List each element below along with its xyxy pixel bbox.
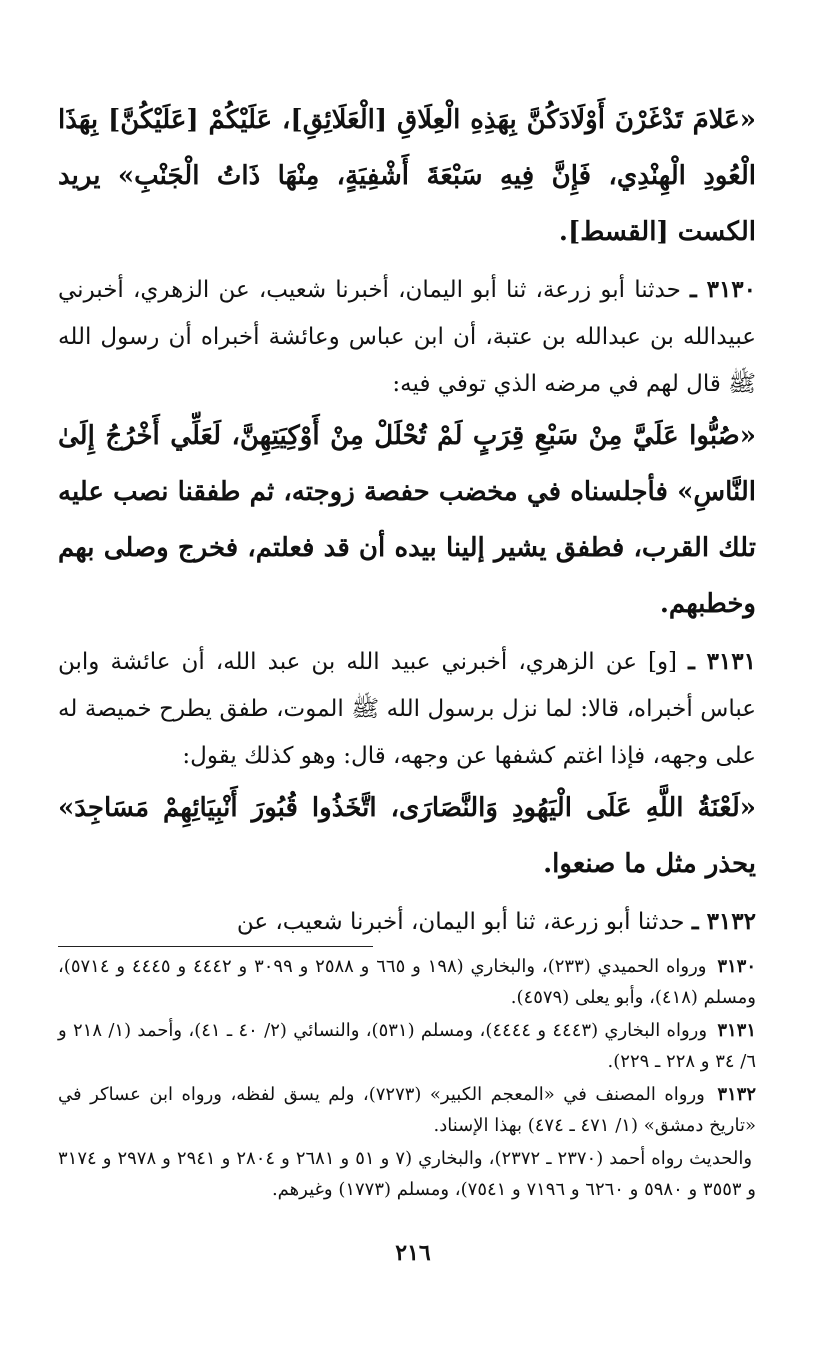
hadith-3130 — [58, 266, 756, 408]
hadith-3130-matn — [58, 408, 756, 632]
page-content — [58, 92, 756, 1207]
footnote-number: ٣١٣٠ — [717, 956, 756, 977]
footnote-text: ورواه البخاري (٤٤٤٣ و ٤٤٤٤)، ومسلم (٥٣١)، والنسائي (٢/ ٤٠ ـ ٤١)، وأحمد (١/ ٢١٨ و ٦/ ٣٤ و ٢٢٨ ـ ٢٢٩). — [58, 1020, 756, 1072]
page-number: ٢١٦ — [395, 1240, 431, 1266]
hadith-3131 — [58, 638, 756, 780]
hadith-continuation — [58, 92, 756, 260]
hadith-3132-isnad: حدثنا أبو زرعة، ثنا أبو اليمان، أخبرنا شعيب، عن — [236, 909, 685, 935]
footnote-text: ورواه المصنف في «المعجم الكبير» (٧٢٧٣)، ولم يسق لفظه، ورواه ابن عساكر في «تاريخ دمشق» (١/ ٤٧١ ـ ٤٧٤) بهذا الإسناد. — [58, 1084, 756, 1136]
footnote-3132-continued — [58, 1143, 756, 1205]
footnote-3132 — [58, 1079, 756, 1141]
footnote-3131 — [58, 1015, 756, 1077]
hadith-3131-isnad: [و] عن الزهري، أخبرني عبيد الله بن عبد الله، أن عائشة وابن عباس أخبراه، قالا: لما نزل برسول الله ﷺ الموت، طفق يطرح خميصة له على وجهه، فإذا اغتم كشفها عن وجهه، قال: وهو كذلك يقول: — [58, 649, 756, 769]
hadith-number-3131: ٣١٣١ ـ — [688, 648, 756, 675]
footnote-number: ٣١٣٢ — [717, 1084, 757, 1105]
hadith-continuation-text: «عَلامَ تَدْغَرْنَ أَوْلَادَكُنَّ بِهَذِهِ الْعِلَاقِ [الْعَلَائِقِ]، عَلَيْكُمْ [عَلَيْكُنَّ] بِهَذَا الْعُودِ الْهِنْدِي، فَإِنَّ فِيهِ سَبْعَةَ أَشْفِيَةٍ، مِنْهَا ذَاتُ الْجَنْبِ» يريد الكست [القسط]. — [58, 105, 756, 247]
hadith-3130-matn-text: «صُبُّوا عَلَيَّ مِنْ سَبْعِ قِرَبٍ لَمْ تُحْلَلْ مِنْ أَوْكِيَتِهِنَّ، لَعَلِّي أَخْرُجُ إِلَىٰ النَّاسِ» فأجلسناه في مخضب حفصة زوجته، ثم طفقنا نصب عليه تلك القرب، فطفق يشير إلينا بيده أن قد فعلتم، فخرج وصلى بهم وخطبهم. — [58, 421, 756, 619]
hadith-number-3132: ٣١٣٢ ـ — [691, 908, 756, 935]
footnote-text: والحديث رواه أحمد (٢٣٧٠ ـ ٢٣٧٢)، والبخاري (٧ و ٥١ و ٢٦٨١ و ٢٨٠٤ و ٢٩٤١ و ٢٩٧٨ و ٣١٧٤ و ٣٥٥٣ و ٥٩٨٠ و ٦٢٦٠ و ٧١٩٦ و ٧٥٤١)، ومسلم (١٧٧٣) وغيرهم. — [58, 1148, 756, 1200]
footnotes — [58, 951, 756, 1205]
hadith-3131-matn — [58, 780, 756, 892]
footnote-text: ورواه الحميدي (٢٣٣)، والبخاري (١٩٨ و ٦٦٥ و ٢٥٨٨ و ٣٠٩٩ و ٤٤٤٢ و ٤٤٤٥ و ٥٧١٤)، ومسلم (٤١٨)، وأبو يعلى (٤٥٧٩). — [58, 956, 756, 1008]
hadith-3131-matn-text: «لَعْنَةُ اللَّهِ عَلَى الْيَهُودِ وَالنَّصَارَى، اتَّخَذُوا قُبُورَ أَنْبِيَائِهِمْ مَسَاجِدَ» يحذر مثل ما صنعوا. — [58, 793, 756, 879]
footnote-3130 — [58, 951, 756, 1013]
hadith-3132 — [58, 898, 756, 946]
footnote-divider — [58, 946, 373, 947]
hadith-3130-isnad: حدثنا أبو زرعة، ثنا أبو اليمان، أخبرنا شعيب، عن الزهري، أخبرني عبيدالله بن عبدالله بن عتبة، أن ابن عباس وعائشة أخبراه أن رسول الله ﷺ قال لهم في مرضه الذي توفي فيه: — [58, 277, 756, 397]
hadith-number-3130: ٣١٣٠ ـ — [690, 276, 757, 303]
footnote-number: ٣١٣١ — [717, 1020, 757, 1041]
